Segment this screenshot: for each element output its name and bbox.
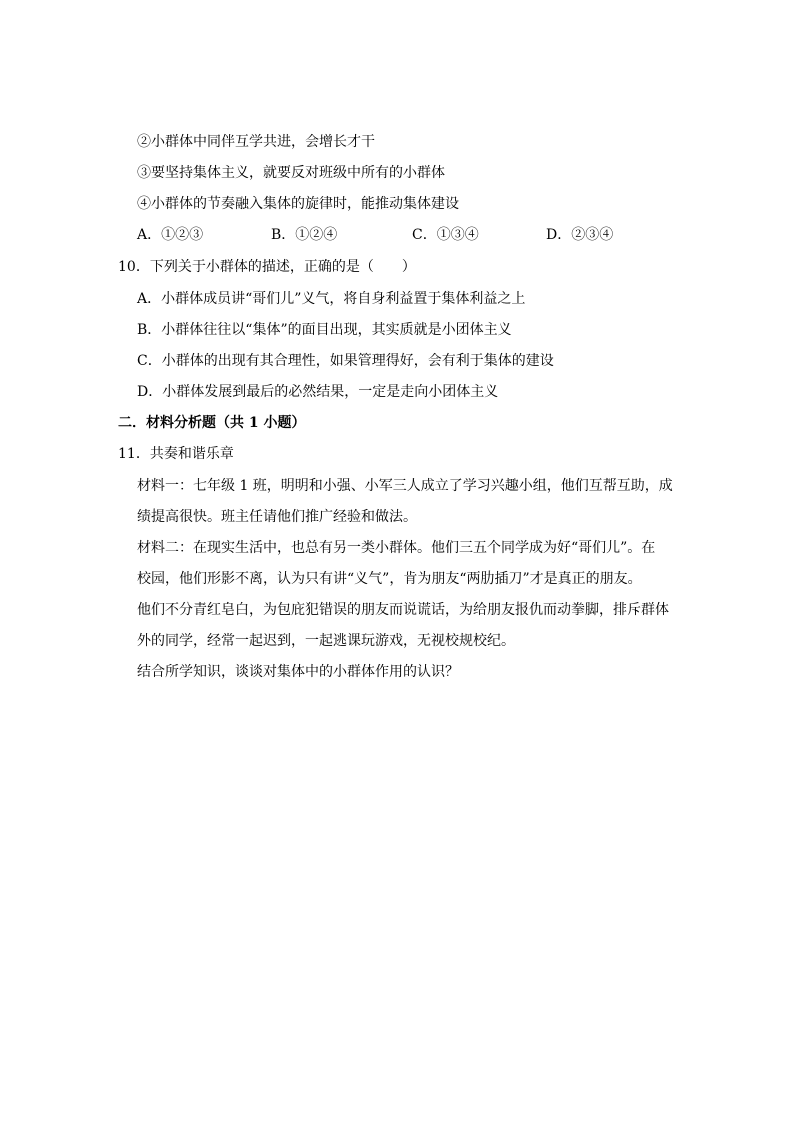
q10-stem: 10．下列关于小群体的描述，正确的是（ ） [118,259,416,275]
q10-option-b: B．小群体往往以“集体”的面目出现，其实质就是小团体主义 [137,322,512,338]
q11-material1-line2: 绩提高很快。班主任请他们推广经验和做法。 [137,509,417,525]
q11-material2-line4: 外的同学，经常一起迟到，一起逃课玩游戏，无视校规校纪。 [137,633,515,649]
q9-option-b: B．①②④ [271,227,338,243]
q9-statement-2: ②小群体中同伴互学共进，会增长才干 [137,134,375,150]
q11-material2-line1: 材料二：在现实生活中，也总有另一类小群体。他们三五个同学成为好“哥们儿”。在 [137,540,656,556]
q10-option-d: D．小群体发展到最后的必然结果，一定是走向小团体主义 [137,384,499,400]
q9-option-d: D．②③④ [546,227,614,243]
q11-material2-line2: 校园，他们形影不离，认为只有讲“义气”，肯为朋友“两肋插刀”才是真正的朋友。 [137,571,642,587]
q10-option-c: C．小群体的出现有其合理性，如果管理得好，会有利于集体的建设 [137,353,554,369]
q9-option-c: C．①③④ [412,227,479,243]
section-2-heading: 二．材料分析题（共 1 小题） [118,415,306,431]
q11-material1-line1: 材料一：七年级 1 班，明明和小强、小军三人成立了学习兴趣小组，他们互帮互助，成 [137,478,673,494]
q9-statement-4: ④小群体的节奏融入集体的旋律时，能推动集体建设 [137,196,459,212]
q11-title: 11．共奏和谐乐章 [118,446,234,462]
q9-option-a: A．①②③ [137,227,204,243]
q9-statement-3: ③要坚持集体主义，就要反对班级中所有的小群体 [137,165,445,181]
q11-material2-line3: 他们不分青红皂白，为包庇犯错误的朋友而说谎话，为给朋友报仇而动拳脚，排斥群体 [137,602,669,618]
q10-option-a: A．小群体成员讲“哥们儿”义气，将自身利益置于集体利益之上 [137,291,526,307]
q11-question: 结合所学知识，谈谈对集体中的小群体作用的认识？ [137,664,459,680]
